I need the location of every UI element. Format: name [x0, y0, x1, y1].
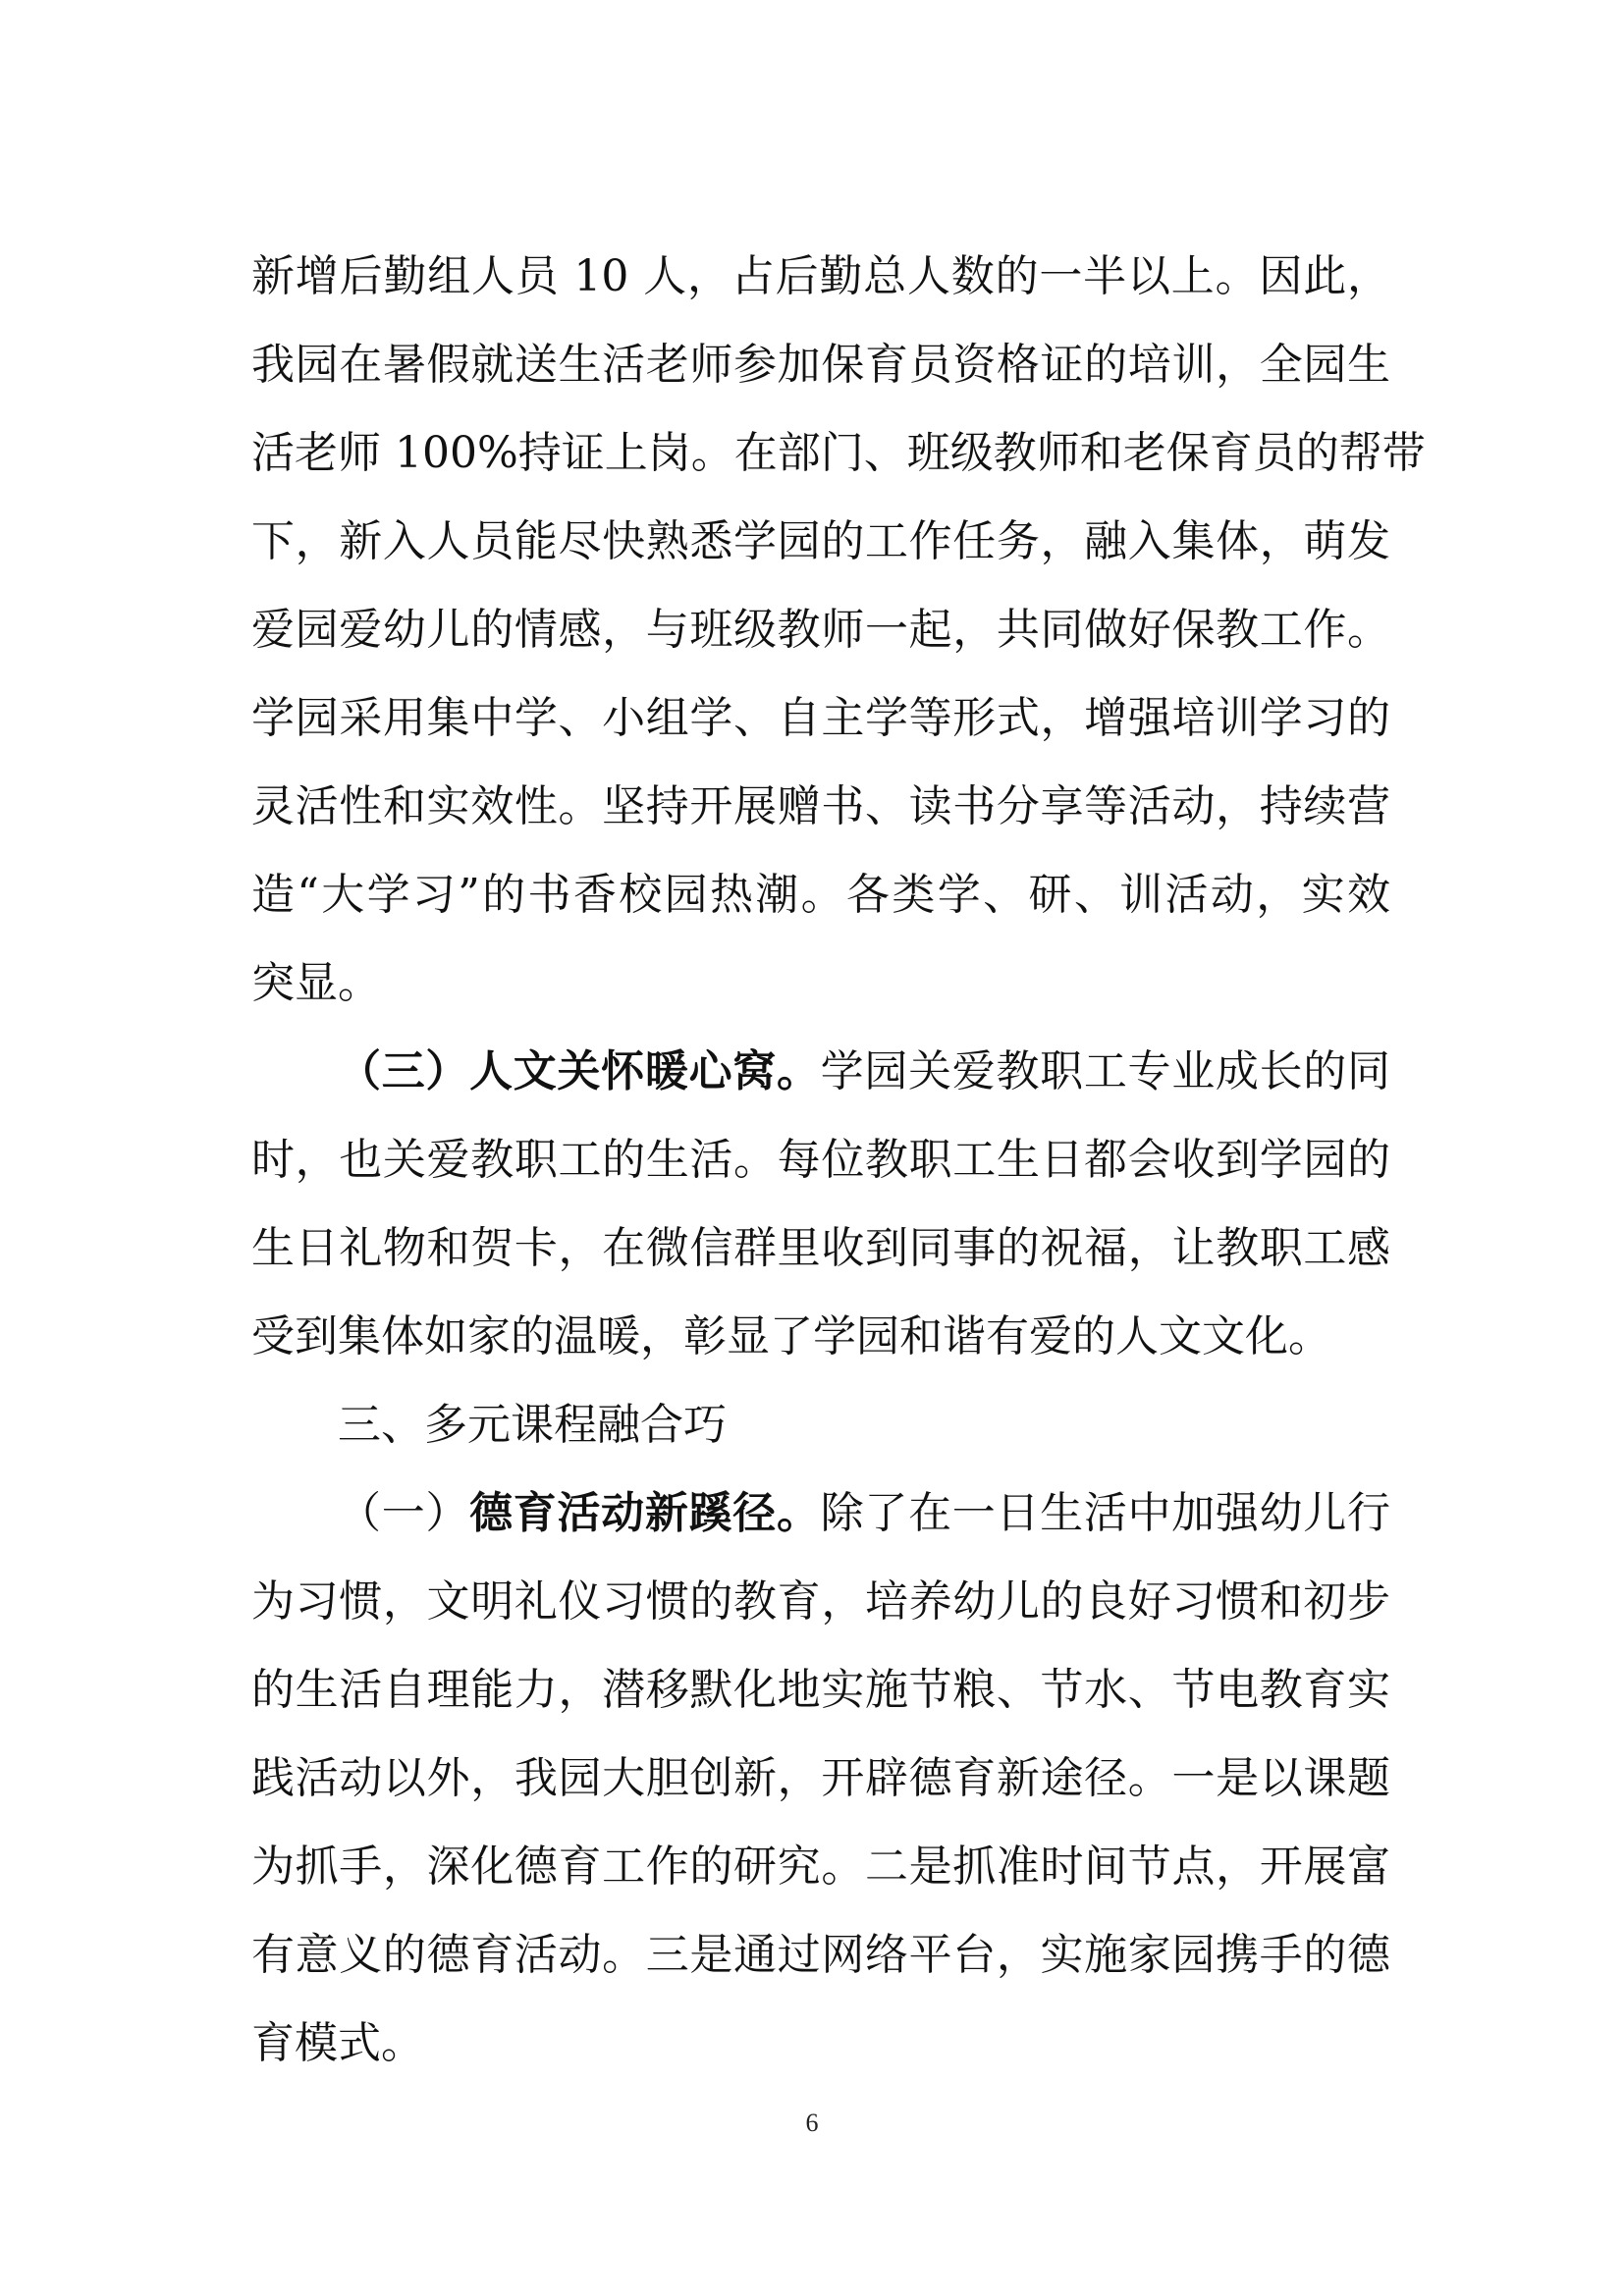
section-heading: 三、多元课程融合巧: [338, 1400, 727, 1450]
subheading-moral-education: 德育活动新蹊径。: [469, 1488, 821, 1538]
subheading-humanistic-care: （三）人文关怀暖心窝。: [338, 1046, 821, 1096]
paragraph-3-line-1-text: 除了在一日生活中加强幼儿行: [820, 1488, 1391, 1538]
paragraph-1-line-2: 我园在暑假就送生活老师参加保育员资格证的培训，全园生: [251, 340, 1390, 390]
paragraph-3-line-4: 践活动以外，我园大胆创新，开辟德育新途径。一是以课题: [251, 1753, 1390, 1803]
paragraph-1-line-3: 活老师 100%持证上岗。在部门、班级教师和老保育员的帮带: [251, 428, 1426, 478]
page-number: 6: [805, 2109, 819, 2137]
paragraph-2-line-1: [338, 1027, 1390, 1117]
subheading-number: （一）: [338, 1488, 470, 1538]
paragraph-3-line-5: 为抓手，深化德育工作的研究。二是抓准时间节点，开展富: [251, 1842, 1390, 1892]
paragraph-2-line-4: 受到集体如家的温暖，彰显了学园和谐有爱的人文文化。: [251, 1311, 1331, 1362]
paragraph-2-line-2: 时，也关爱教职工的生活。每位教职工生日都会收到学园的: [251, 1135, 1390, 1185]
paragraph-2-line-1-text: 学园关爱教职工专业成长的同: [820, 1046, 1391, 1096]
paragraph-1-line-9: 突显。: [251, 958, 381, 1008]
paragraph-3-line-7: 育模式。: [251, 2018, 424, 2068]
paragraph-1-line-6: 学园采用集中学、小组学、自主学等形式，增强培训学习的: [251, 693, 1390, 743]
paragraph-1-line-7: 灵活性和实效性。坚持开展赠书、读书分享等活动，持续营: [251, 781, 1390, 831]
paragraph-1-line-1: 新增后勤组人员 10 人，占后勤总人数的一半以上。因此，: [251, 251, 1390, 301]
paragraph-1-line-5: 爱园爱幼儿的情感，与班级教师一起，共同做好保教工作。: [251, 605, 1390, 655]
paragraph-3-line-3: 的生活自理能力，潜移默化地实施节粮、节水、节电教育实: [251, 1665, 1390, 1715]
paragraph-3-line-6: 有意义的德育活动。三是通过网络平台，实施家园携手的德: [251, 1930, 1390, 1980]
paragraph-3-line-2: 为习惯，文明礼仪习惯的教育，培养幼儿的良好习惯和初步: [251, 1576, 1390, 1627]
paragraph-1-line-8: 造“大学习”的书香校园热潮。各类学、研、训活动，实效: [251, 870, 1390, 920]
paragraph-3-line-1: [338, 1468, 1390, 1559]
paragraph-1-line-4: 下，新入人员能尽快熟悉学园的工作任务，融入集体，萌发: [251, 516, 1390, 566]
paragraph-2-line-3: 生日礼物和贺卡，在微信群里收到同事的祝福，让教职工感: [251, 1223, 1390, 1273]
